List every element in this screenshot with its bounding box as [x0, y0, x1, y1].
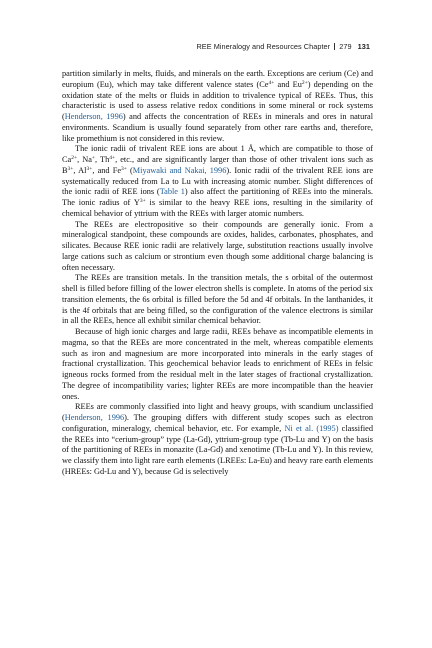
body-text [62, 69, 373, 478]
text-run: ) also affect the partitioning of REEs into the minerals. The ionic radius of Y [62, 187, 373, 207]
text-run: The ionic radii of trivalent REE ions are about 1 Å, which are compatible to those of Ca [62, 144, 373, 164]
superscript-charge: 3+ [121, 165, 127, 172]
text-run: partition similarly in melts, fluids, and minerals on the earth. Exceptions are cerium (Ce) and europium (Eu), which may take different valence states (Ce [62, 69, 373, 89]
text-run: Because of high ionic charges and large radii, REEs behave as incompatible elements in magma, so that the REEs are more concentrated in the melt, whereas compatible elements such as iron and magnesium are more incorporated into minerals in the early stages of fractional crystallization. This geochemical behavior leads to enrichment of REEs in felsic igneous rocks formed from the residual melt in the later stages of fractional crystallization. The degree of incompatibility varies; lighter REEs are more incompatible than the heavier ones. [62, 327, 373, 401]
reference-link[interactable]: Henderson, 1996 [64, 413, 125, 422]
page-number: 131 [357, 42, 370, 51]
text-run: classified the REEs into “cerium-group” type (La-Gd), yttrium-group type (Tb-Lu and Y) on the basis of the partitioning of REEs in monazite (La-Gd) and xenotime (Tb-Lu and Y). In this review, we classify them into light rare earth elements (LREEs: La-Eu) and heavy rare earth elements (HREEs: Gd-Lu and Y), because Gd is selectively [62, 423, 374, 476]
reference-link[interactable]: Table 1 [159, 187, 185, 197]
paragraph-3 [62, 220, 373, 274]
reference-link[interactable]: Miyawaki and Nakai, 1996 [132, 165, 227, 175]
text-run: ) and affects the concentration of REEs in minerals and ores in natural environments. Scandium is usually found separately from other rare earths and, therefore, like promethium is not considered in this review. [62, 112, 373, 143]
paragraph-2 [62, 144, 373, 219]
superscript-charge: 3+ [86, 165, 93, 172]
text-run: is similar to the heavy REE ions, resulting in the similarity of chemical behavior of yttrium with the REEs with larger atomic numbers. [62, 198, 373, 218]
running-header [196, 42, 370, 51]
text-run: ) depending on the oxidation state of the melts or fluids in addition to trivalence typical of REEs. Thus, this characteristic is used to assess relative redox conditions in some mineral or rock systems ( [62, 79, 373, 121]
text-run: ( [126, 165, 133, 175]
text-run: , etc., and are significantly larger than those of other trivalent ions such as B [62, 155, 374, 175]
text-run: , Na [77, 155, 92, 164]
text-run: The REEs are electropositive so their compounds are generally ionic. From a mineralogical standpoint, these compounds are oxides, halides, carbonates, phosphates, and silicates. Because REE ionic radii are relatively large, substitution reactions usually involve large cations such as calcium or strontium even though some additional charge balancing is often necessary. [62, 219, 373, 272]
text-run: ). The grouping differs with different study scopes such as electron configuration, mineralogy, chemical behavior, etc. For example, [62, 413, 374, 433]
text-run: , Th [95, 155, 110, 164]
text-run: The REEs are transition metals. In the transition metals, the s orbital of the outermost shell is filled before filling of the lower electron shells is complete. In atoms of the period six transition elements, the 6s orbital is filled before the 5d and 4f orbitals. In the lanthanides, it is the 4f orbitals that are being filled, so the configuration of the valence electrons is similar in all the REEs, hence all exhibit similar chemical behavior. [62, 273, 373, 326]
superscript-charge: 2+ [301, 79, 308, 86]
text-run: and Eu [274, 79, 302, 89]
paragraph-5 [62, 327, 373, 402]
text-run: , Al [73, 165, 87, 175]
text-run: ). Ionic radii of the trivalent REE ions are systematically reduced from La to Lu with increasing atomic number. Slight differences of the ionic radii of REE ions ( [62, 165, 373, 197]
chapter-label: Chapter [303, 42, 331, 51]
chapter-number: 279 [339, 42, 352, 51]
paragraph-6 [62, 402, 373, 477]
superscript-charge: 3+ [67, 165, 74, 172]
superscript-charge: 2+ [71, 155, 78, 161]
superscript-charge: 4+ [268, 79, 275, 86]
reference-link[interactable]: Ni et al. (1995) [284, 423, 339, 433]
text-run: , and Fe [92, 165, 122, 175]
header-separator [334, 43, 335, 50]
paragraph-1 [62, 69, 373, 144]
superscript-charge: + [91, 155, 96, 161]
running-title: REE Mineralogy and Resources [196, 42, 302, 51]
superscript-charge: 4+ [109, 155, 116, 161]
paragraph-4 [62, 273, 373, 327]
text-run: REEs are commonly classified into light and heavy groups, with scandium unclassified ( [62, 402, 373, 422]
superscript-charge: 3+ [139, 198, 146, 204]
reference-link[interactable]: Henderson, 1996 [64, 112, 123, 121]
